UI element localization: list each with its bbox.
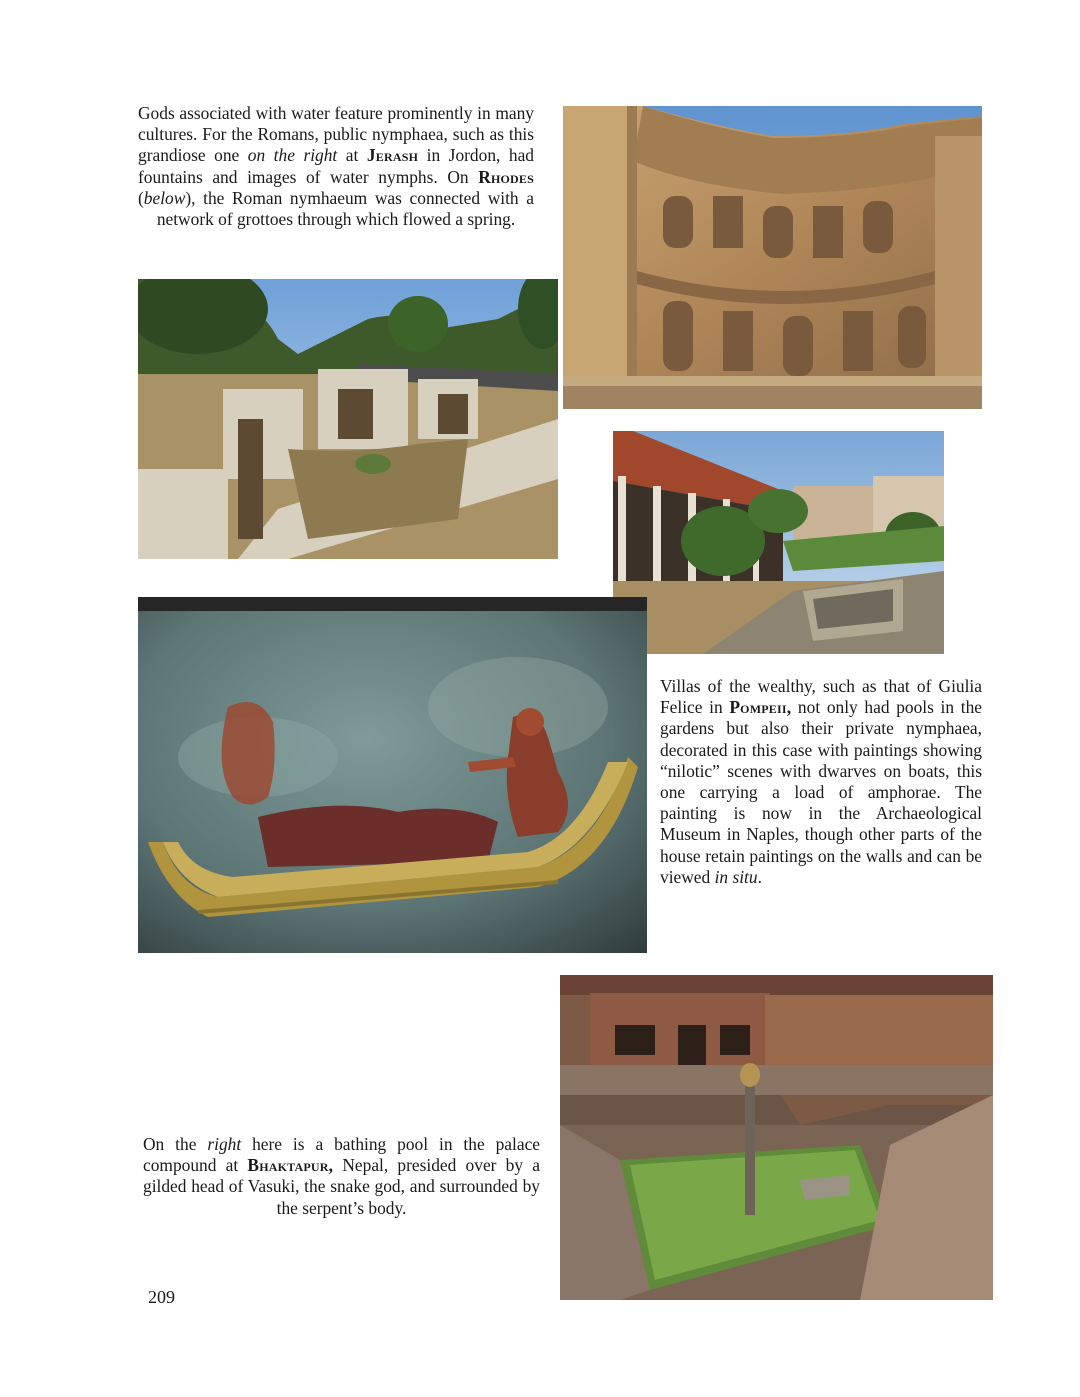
- intro-paragraph: Gods associated with water feature prominently in many cultures. For the Romans, public nymphaea, such as this grandiose one on the right at Jerash in Jordon, had fountains and images of water nymphs. On Rhodes (below), the Roman nymhaeum was connected with a network of grottoes through which flowed a spring.: [138, 103, 534, 230]
- photo-jerash-nymphaeum: [563, 106, 982, 409]
- place-name-bhaktapur: Bhaktapur,: [247, 1155, 334, 1176]
- photo-rhodes-nymphaeum: [138, 279, 558, 559]
- place-name-pompeii: Pompeii,: [729, 697, 792, 718]
- photo-nilotic-boat-painting: [138, 597, 647, 953]
- place-name-jerash: Jerash: [366, 145, 419, 166]
- page-number: 209: [148, 1287, 175, 1307]
- photo-pompeii-villa-garden: [613, 431, 944, 654]
- place-name-rhodes: Rhodes: [478, 166, 534, 187]
- photo-bhaktapur-bathing-pool: [560, 975, 993, 1300]
- villa-paragraph: Villas of the wealthy, such as that of Giulia Felice in Pompeii, not only had pools in the gardens but also their private nymphaea, decorated in this case with paintings showing “nilotic” scenes with dwarves on boats, this one carrying a load of amphorae. The painting is now in the Archaeological Museum in Naples, though other parts of the house retain paintings on the walls and can be viewed in situ.: [660, 676, 982, 887]
- bhaktapur-paragraph: On the right here is a bathing pool in the palace compound at Bhaktapur, Nepal, presided over by a gilded head of Vasuki, the snake god, and surrounded by the serpent’s body.: [143, 1134, 541, 1218]
